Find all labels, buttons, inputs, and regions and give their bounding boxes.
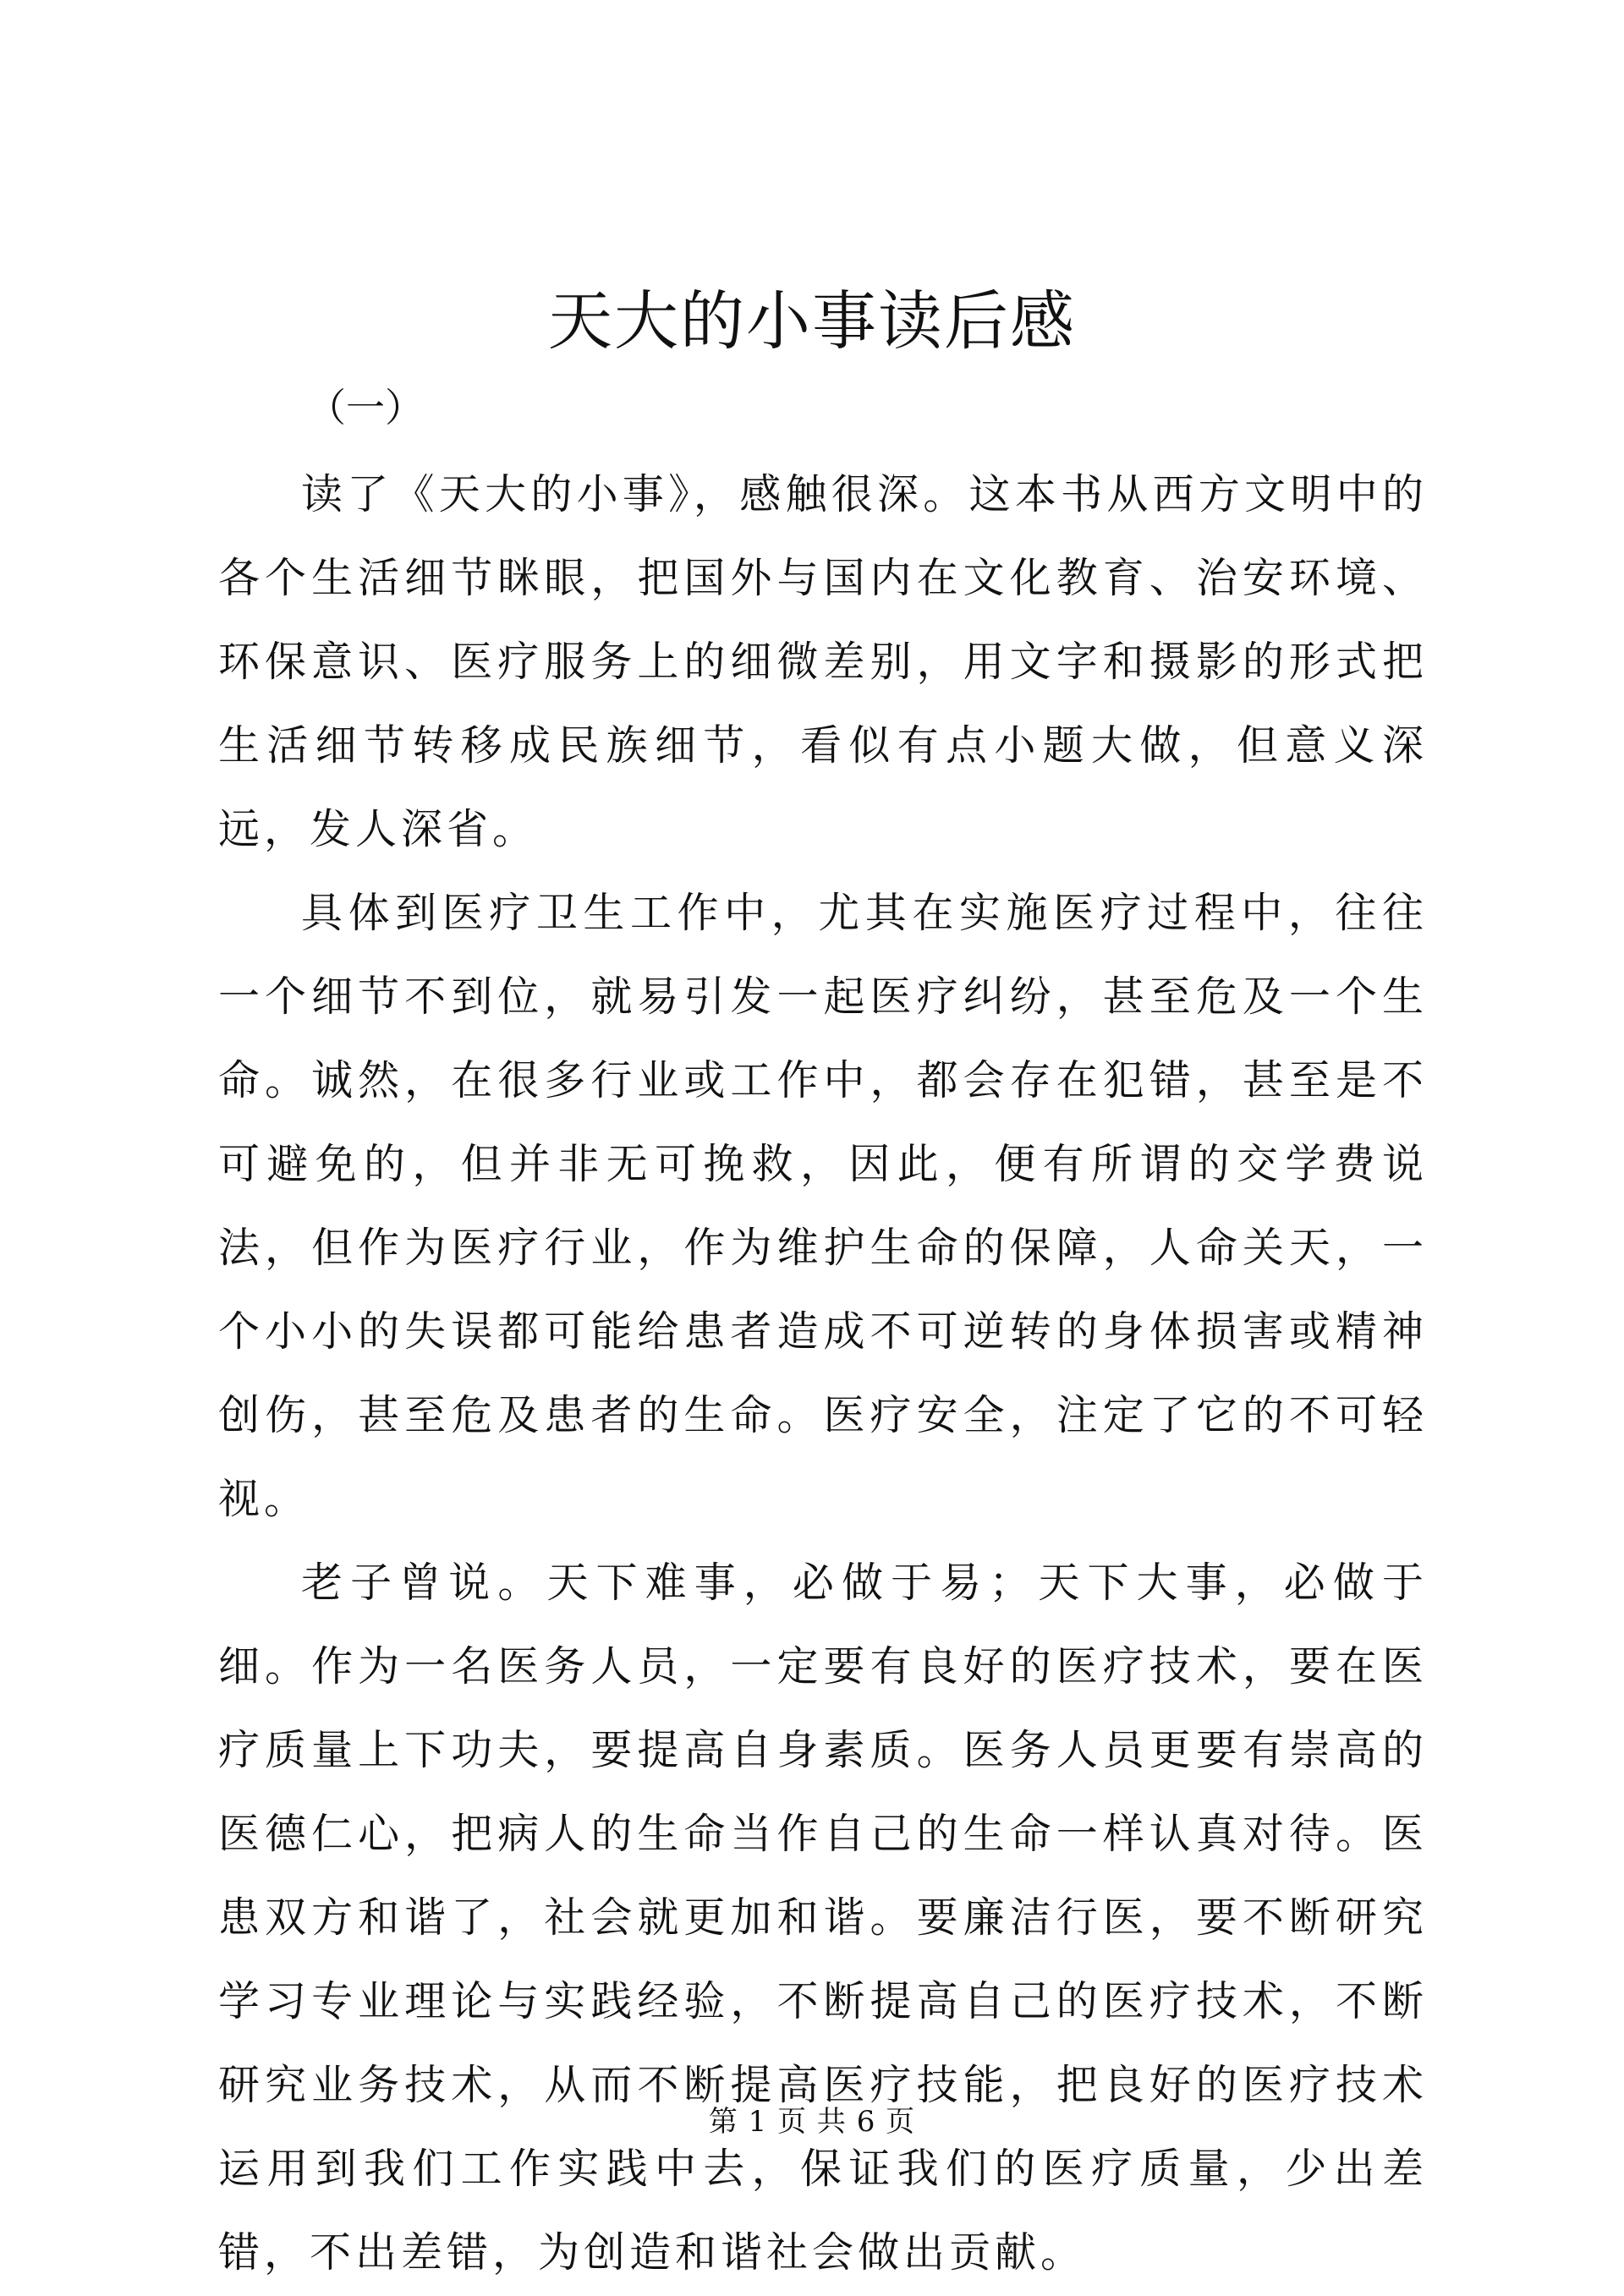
section-label: （一） <box>307 385 424 430</box>
document-title: 天大的小事读后感 <box>548 283 1076 359</box>
paragraph-2: 具体到医疗卫生工作中，尤其在实施医疗过程中，往往一个细节不到位，就易引发一起医疗纠纷，甚至危及一个生命。诚然，在很多行业或工作中，都会存在犯错，甚至是不可避免的，但并非无可挽救，因此，便有所谓的交学费说法，但作为医疗行业，作为维护生命的保障，人命关天，一个小小的失误都可能给患者造成不可逆转的身体损害或精神创伤，甚至危及患者的生命。医疗安全，注定了它的不可轻视。 <box>218 889 1428 1523</box>
paragraph-1: 读了《天大的小事》，感触很深。这本书从西方文明中的各个生活细节眯眼，把国外与国内在文化教育、治安环境、环保意识、医疗服务上的细微差别，用文字和摄影的形式把生活细节转移成民族细节，看似有点小题大做，但意义深远，发人深省。 <box>218 470 1428 853</box>
document-body <box>218 452 1428 2294</box>
paragraph-3: 老子曾说。天下难事，必做于易；天下大事，必做于细。作为一名医务人员，一定要有良好的医疗技术，要在医疗质量上下功夫，要提高自身素质。医务人员更要有崇高的医德仁心，把病人的生命当作自己的生命一样认真对待。医患双方和谐了，社会就更加和谐。要廉洁行医，要不断研究学习专业理论与实践经验，不断提高自己的医疗技术，不断研究业务技术，从而不断提高医疗技能，把良好的医疗技术运用到我们工作实践中去，保证我们的医疗质量，少出差错，不出差错，为创造和谐社会做出贡献。 <box>218 1559 1428 2277</box>
page-footer: 第 1 页 共 6 页 <box>708 2105 916 2139</box>
